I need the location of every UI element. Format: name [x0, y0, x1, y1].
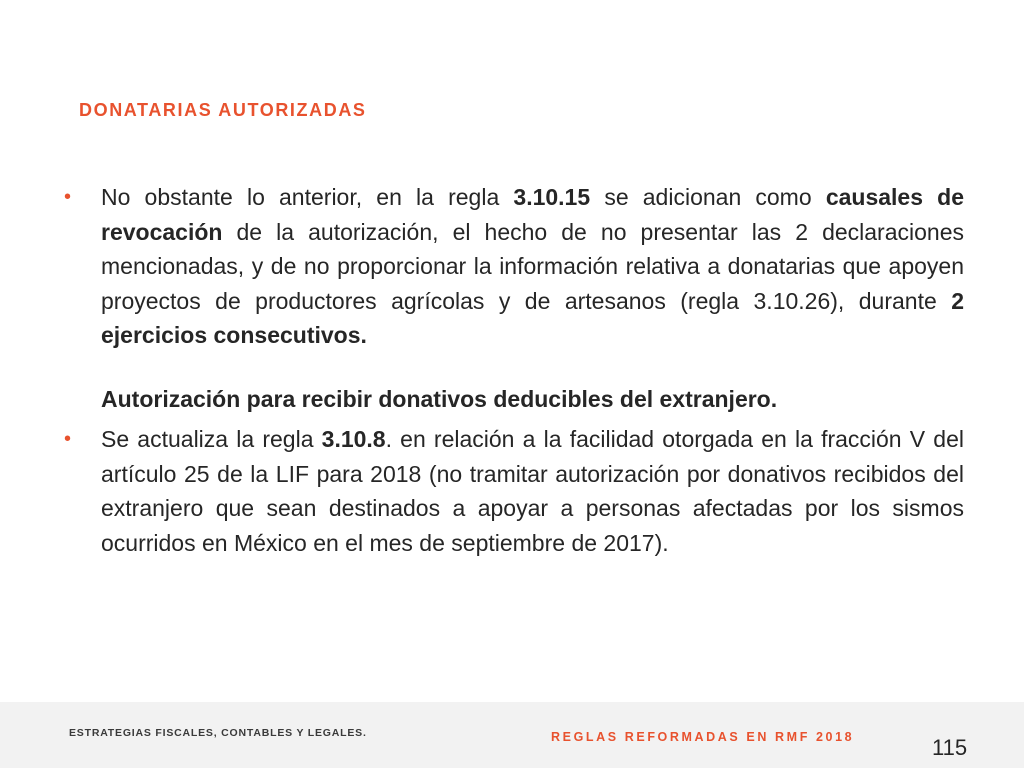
bullet1-text-2: se adicionan como: [590, 184, 826, 210]
footer-section-label: REGLAS REFORMADAS EN RMF 2018: [551, 730, 855, 744]
bullet-icon: •: [64, 428, 72, 450]
bullet2-rule-number: 3.10.8: [321, 426, 386, 452]
subheading-foreign-donations: Autorización para recibir donativos deducibles del extranjero.: [101, 385, 778, 412]
page-number: 115: [932, 735, 968, 760]
footer-company-tagline: ESTRATEGIAS FISCALES, CONTABLES Y LEGALES.: [69, 727, 367, 739]
section-title: DONATARIAS AUTORIZADAS: [79, 100, 367, 120]
bullet-icon: •: [64, 186, 72, 208]
bullet1-emphasis-ejercicios: 2 ejercicios consecutivos.: [101, 287, 964, 348]
bullet1-emphasis-causales: causales de revocación: [101, 184, 965, 245]
slide-content: [64, 180, 964, 560]
bullet1-text-1: No obstante lo anterior, en la regla: [101, 184, 514, 210]
bullet2-text-2: . en relación a la facilidad otorgada en la fracción V del artículo 25 de la LIF para 2018 (no tramitar autorización por donativos recibidos del extranjero que sean destinados a apoyar a personas afectadas por los sismos ocurridos en México en el mes de septiembre de 2017).: [101, 426, 964, 556]
bullet-item-revocation: [64, 180, 964, 353]
bullet1-rule-number: 3.10.15: [513, 184, 591, 210]
bullet1-text-3: de la autorización, el hecho de no presentar las 2 declaraciones mencionadas, y de no proporcionar la información relativa a donatarias que apoyen proyectos de productores agrícolas y de artesanos (regla 3.10.26), durante: [101, 218, 964, 314]
bullet2-text-1: Se actualiza la regla: [101, 426, 322, 452]
footer-bar: [0, 702, 1024, 768]
bullet-item-rule-update: [64, 422, 964, 560]
